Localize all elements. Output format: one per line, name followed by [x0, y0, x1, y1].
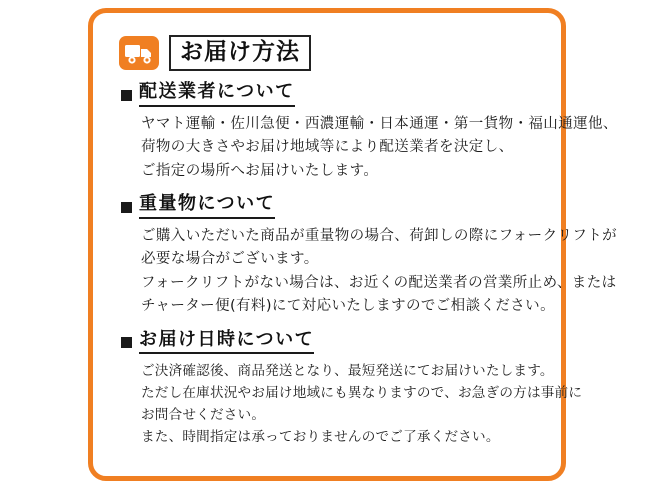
body-line: また、時間指定は承っておりませんのでご了承ください。	[141, 429, 500, 446]
section-heading	[121, 81, 541, 107]
delivery-truck-icon	[119, 36, 159, 70]
section-body	[141, 113, 618, 183]
body-line: お問合せください。	[141, 407, 266, 424]
body-line: フォークリフトがない場合は、お近くの配送業者の営業所止め、または	[141, 274, 617, 291]
square-bullet-icon	[121, 337, 132, 348]
body-line: 必要な場合がございます。	[141, 251, 319, 268]
delivery-info-card	[88, 8, 618, 481]
section-heading	[121, 329, 541, 355]
body-line: ただし在庫状況やお届け地域にも異なりますので、お急ぎの方は事前に	[141, 385, 583, 402]
page-title-box	[169, 35, 311, 71]
section-title: お届け日時について	[139, 329, 314, 355]
body-line: ご決済確認後、商品発送となり、最短発送にてお届けいたします。	[141, 363, 554, 380]
section-title: 重量物について	[139, 193, 275, 219]
section-body	[141, 225, 618, 319]
square-bullet-icon	[121, 202, 132, 213]
body-line: 荷物の大きさやお届け地域等により配送業者を決定し、	[141, 139, 514, 156]
page-title: お届け方法	[180, 39, 300, 65]
body-line: チャーター便(有料)にて対応いたしますのでご相談ください。	[141, 298, 555, 315]
section-shipping-carriers	[113, 81, 618, 183]
section-title: 配送業者について	[139, 81, 295, 107]
section-delivery-datetime	[113, 328, 583, 449]
section-heavy-items	[113, 193, 618, 318]
section-heading	[121, 193, 541, 219]
card-header	[119, 35, 541, 71]
truck-glyph	[119, 36, 159, 70]
body-line: ご購入いただいた商品が重量物の場合、荷卸しの際にフォークリフトが	[141, 227, 618, 244]
body-line: ご指定の場所へお届けいたします。	[141, 162, 379, 179]
square-bullet-icon	[121, 90, 132, 101]
section-body	[141, 360, 583, 448]
body-line: ヤマト運輸・佐川急便・西濃運輸・日本通運・第一貨物・福山通運他、	[141, 115, 618, 132]
